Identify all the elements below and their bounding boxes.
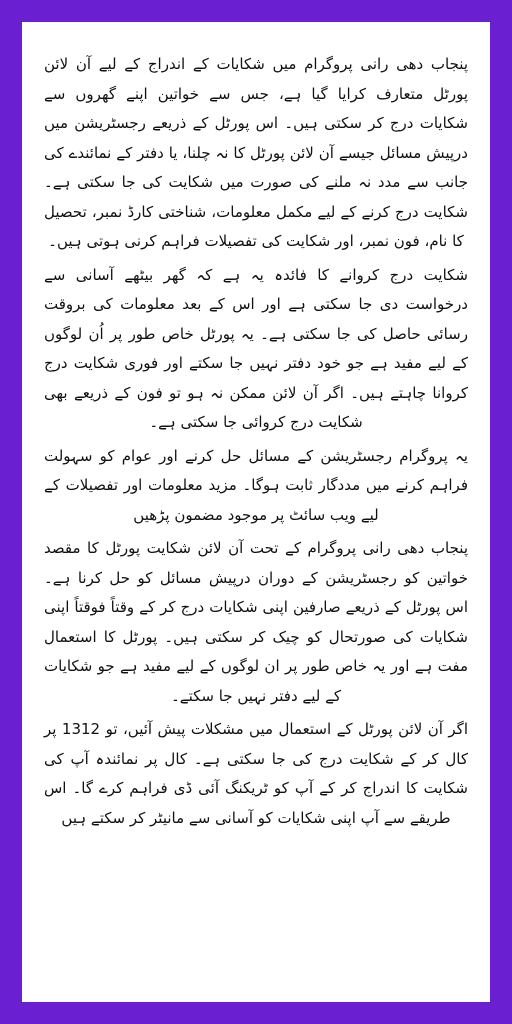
paragraph-portal-purpose: پنجاب دھی رانی پروگرام کے تحت آن لائن شکایت پورٹل کا مقصد خواتین کو رجسٹریشن کے دوران درپیش مسائل کو حل کرنا ہے۔ اس پورٹل کے ذریعے صارفین اپنی شکایات درج کر کے وقتاً فوقتاً اپنی شکایات کی صورتحال کو چیک کر سکتی ہیں۔ پورٹل کا استعمال مفت ہے اور یہ خاص طور پر ان لوگوں کے لیے مفید ہے جو شکایات کے لیے دفتر نہیں جا سکتے۔ [44,539,468,705]
paragraph-benefits: شکایت درج کروانے کا فائدہ یہ ہے کہ گھر بیٹھے آسانی سے درخواست دی جا سکتی ہے اور اس کے بعد معلومات کی بروقت رسائی حاصل کی جا سکتی ہے۔ یہ پورٹل خاص طور پر اُن لوگوں کے لیے مفید ہے جو خود دفتر نہیں جا سکتے اور فوری شکایت درج کروانا چاہتے ہیں۔ اگر آن لائن ممکن نہ ہو تو فون کے ذریعے بھی شکایت درج کروائی جا سکتی ہے۔ [44,265,468,431]
article-body [44,50,468,833]
paragraph-portal-intro: پنجاب دھی رانی پروگرام میں شکایات کے اندراج کے لیے آن لائن پورٹل متعارف کرایا گیا ہے، جس سے خواتین اپنے گھروں سے شکایات درج کر سکتی ہیں۔ اس پورٹل کے ذریعے رجسٹریشن میں درپیش مسائل جیسے آن لائن پورٹل کا نہ چلنا، یا دفتر کے نمائندے کی جانب سے مدد نہ ملنے کی صورت میں شکایت کی جا سکتی ہے۔ شکایت درج کرنے کے لیے مکمل معلومات، شناختی کارڈ نمبر، تحصیل کا نام، فون نمبر، اور شکایت کی تفصیلات فراہم کرنی ہوتی ہیں۔ [44,55,468,250]
paragraph-more-info: یہ پروگرام رجسٹریشن کے مسائل حل کرنے اور عوام کو سہولت فراہم کرنے میں مددگار ثابت ہوگا۔ مزید معلومات اور تفصیلات کے لیے ویب سائٹ پر موجود مضمون پڑھیں [44,446,468,524]
article-card [22,22,490,1002]
paragraph-helpline: اگر آن لائن پورٹل کے استعمال میں مشکلات پیش آئیں، تو 1312 پر کال کر کے شکایت درج کی جا سکتی ہے۔ کال پر نمائندہ آپ کی شکایت کا اندراج کر کے آپ کو ٹریکنگ آئی ڈی فراہم کرے گا۔ اس طریقے سے آپ اپنی شکایات کو آسانی سے مانیٹر کر سکتے ہیں [44,720,468,827]
